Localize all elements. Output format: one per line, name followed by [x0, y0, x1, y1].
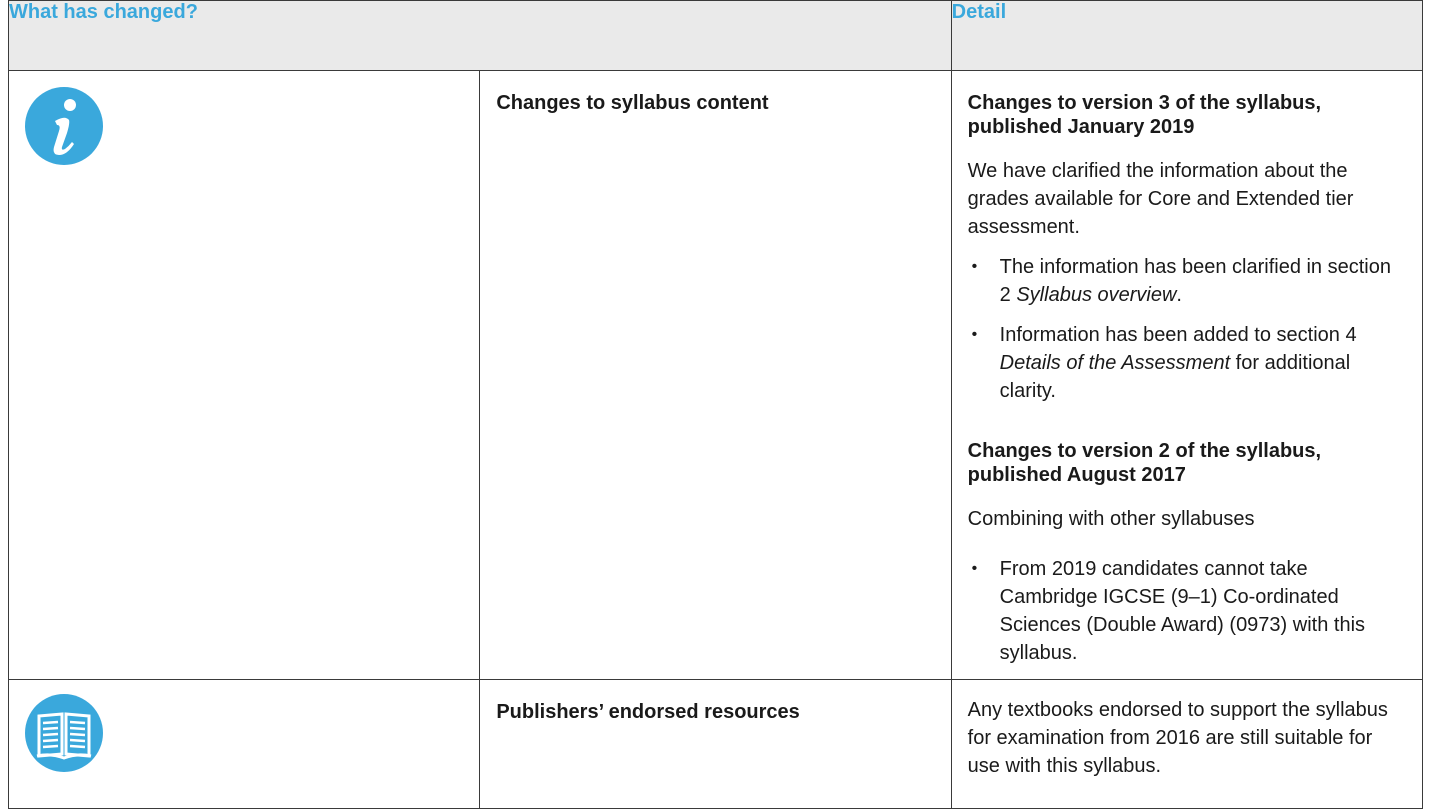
list-item: • The information has been clarified in section 2 Syllabus overview. [968, 253, 1406, 309]
row-title: Changes to syllabus content [496, 92, 769, 114]
table-row [9, 71, 1423, 680]
v3-heading: Changes to version 3 of the syllabus, published January 2019 [967, 92, 1322, 138]
v3-bullets [968, 253, 1406, 405]
v2-intro: Combining with other syllabuses [967, 508, 1255, 530]
v3-intro: We have clarified the information about the grades available for Core and Extended tier assessment. [967, 160, 1354, 238]
header-detail: Detail [951, 1, 1422, 71]
title-cell [480, 71, 951, 680]
icon-cell [9, 71, 480, 680]
detail-cell: Any textbooks endorsed to support the syllabus for examination from 2016 are still suitable for use with this syllabus. [951, 680, 1422, 809]
v2-bullets [968, 555, 1406, 667]
book-icon [25, 694, 103, 772]
header-what-changed: What has changed? [9, 1, 952, 71]
list-item: • From 2019 candidates cannot take Cambridge IGCSE (9–1) Co-ordinated Sciences (Double Award) (0973) with this syllabus. [968, 555, 1406, 667]
info-icon [25, 87, 103, 165]
icon-cell [9, 680, 480, 809]
changes-table [8, 0, 1423, 809]
title-cell [480, 680, 951, 809]
list-item: • Information has been added to section 4 Details of the Assessment for additional clarity. [968, 321, 1406, 405]
row-title: Publishers’ endorsed resources [496, 701, 800, 723]
detail-cell [951, 71, 1422, 680]
v2-heading: Changes to version 2 of the syllabus, published August 2017 [967, 440, 1322, 486]
table-row [9, 680, 1423, 809]
table-header-row [9, 1, 1423, 71]
